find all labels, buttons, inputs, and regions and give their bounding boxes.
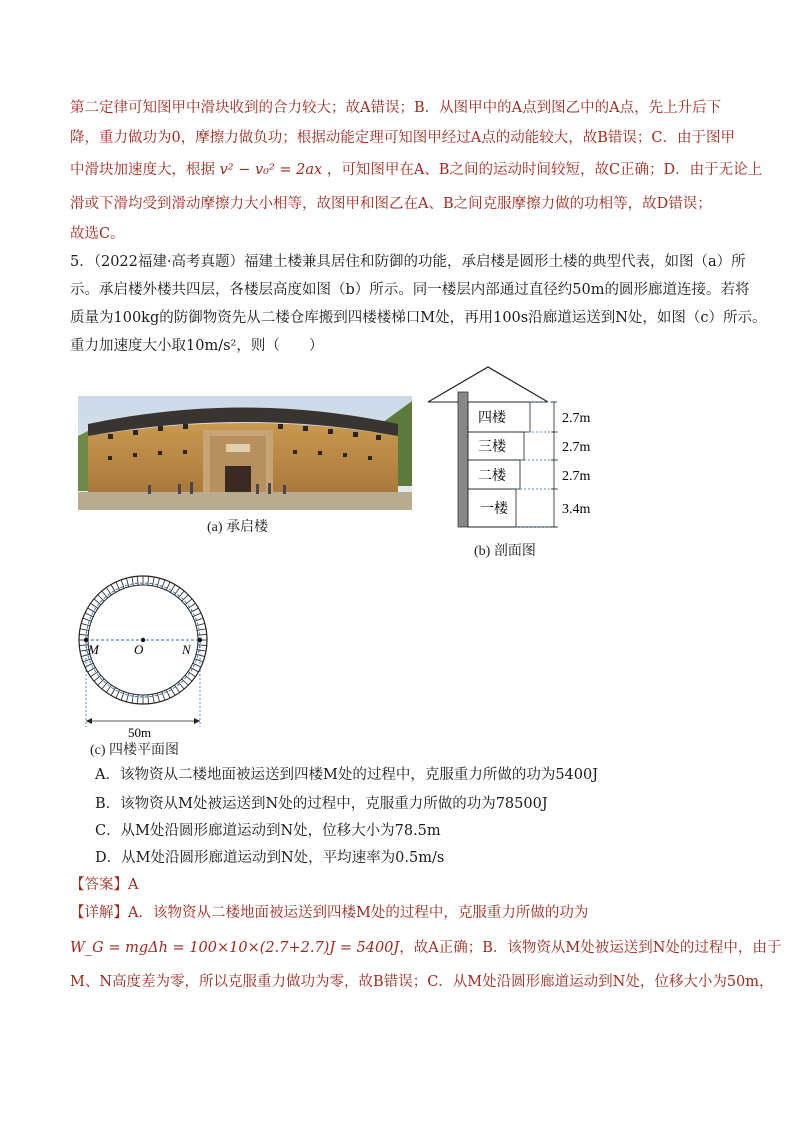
figure-a-caption: (a) 承启楼 bbox=[207, 520, 269, 535]
option-c: C．从M处沿圆形廊道运动到N处，位移大小为78.5m bbox=[95, 823, 441, 839]
figure-b-caption: (b) 剖面图 bbox=[474, 544, 536, 559]
ring-tick bbox=[182, 595, 188, 601]
prev-answer-line-3-part-2: ，可知图甲在A、B之间的运动时间较短，故C正确；D．由于无论上 bbox=[326, 162, 763, 178]
point-n-label: N bbox=[182, 642, 191, 657]
ring-tick bbox=[153, 577, 155, 586]
answer-line: 【答案】A bbox=[70, 877, 139, 893]
explanation-line-2-tail: ，故A正确；B．该物资从M处被运送到N处的过程中，由于 bbox=[399, 940, 782, 956]
prev-answer-line-3-part-1: 中滑块加速度大，根据 bbox=[70, 162, 215, 178]
height-label-1: 3.4m bbox=[562, 502, 591, 517]
figure-c-caption: (c) 四楼平面图 bbox=[90, 743, 180, 758]
floor-plan-diagram bbox=[70, 572, 220, 742]
ring-tick bbox=[171, 585, 176, 593]
ring-tick bbox=[102, 682, 108, 689]
height-label-3: 2.7m bbox=[562, 440, 591, 455]
ring-tick bbox=[198, 645, 207, 646]
cross-section-diagram bbox=[420, 362, 620, 562]
ring-tick bbox=[94, 675, 101, 681]
ring-tick bbox=[98, 679, 104, 685]
question-line-3: 质量为100kg的防御物资先从二楼仓库搬到四楼楼梯口M处，再用100s沿廊道运送到N处，如图（c）所示。 bbox=[70, 310, 767, 326]
ring-tick bbox=[80, 629, 89, 631]
ring-tick bbox=[102, 591, 108, 598]
ring-tick bbox=[148, 576, 149, 585]
question-line-4: 重力加速度大小取10m/s²，则（ ） bbox=[70, 338, 324, 354]
explanation-line-2 bbox=[70, 938, 781, 958]
ring-tick bbox=[185, 599, 192, 605]
ring-tick bbox=[88, 608, 96, 613]
question-line-2: 示。承启楼外楼共四层，各楼层高度如图（b）所示。同一楼层内部通过直径约50m的圆形廊道连接。若将 bbox=[70, 282, 750, 298]
prev-answer-line-3 bbox=[70, 160, 762, 180]
ring-tick bbox=[153, 694, 155, 703]
ring-tick bbox=[137, 695, 138, 704]
option-b: B．该物资从M处被运送到N处的过程中，克服重力所做的功为78500J bbox=[95, 796, 548, 812]
kinematic-formula: v² − v₀² = 2ax bbox=[219, 162, 323, 178]
ring-tick bbox=[79, 645, 88, 646]
ring-tick bbox=[166, 582, 170, 590]
ring-tick bbox=[166, 690, 170, 698]
option-a: A．该物资从二楼地面被运送到四楼M处的过程中，克服重力所做的功为5400J bbox=[95, 767, 599, 783]
tulou-photo bbox=[78, 396, 412, 510]
floor-label-3: 三楼 bbox=[478, 440, 506, 455]
height-label-2: 2.7m bbox=[562, 469, 591, 484]
height-label-4: 2.7m bbox=[562, 411, 591, 426]
ring-tick bbox=[198, 634, 207, 635]
prev-answer-line-4: 滑或下滑均受到滑动摩擦力大小相等，故图甲和图乙在A、B之间克服摩擦力做的功相等，故D错误； bbox=[70, 196, 712, 212]
floor-label-1: 一楼 bbox=[480, 502, 508, 517]
ring-tick bbox=[157, 578, 159, 587]
ring-tick bbox=[175, 685, 180, 692]
floor-label-2: 二楼 bbox=[478, 469, 506, 484]
prev-answer-line-5: 故选C。 bbox=[70, 226, 125, 242]
question-line-1: 5．（2022福建·高考真题）福建土楼兼具居住和防御的功能，承启楼是圆形土楼的典型代表，如图（a）所 bbox=[70, 254, 746, 270]
point-o-label: O bbox=[134, 642, 144, 657]
explanation-line-3: M、N高度差为零，所以克服重力做功为零，故B错误；C．从M处沿圆形廊道运动到N处，位移大小为50m， bbox=[70, 974, 774, 990]
ring-tick bbox=[175, 588, 180, 595]
work-formula: W_G = mgΔh = 100×10×(2.7+2.7)J = 5400J bbox=[70, 940, 400, 956]
ring-tick bbox=[148, 695, 149, 704]
prev-answer-line-1: 第二定律可知图甲中滑块收到的合力较大；故A错误；B．从图甲中的A点到图乙中的A点，先上升后下 bbox=[70, 100, 722, 116]
ring-tick bbox=[171, 688, 176, 696]
ring-tick bbox=[94, 599, 101, 605]
ring-tick bbox=[98, 595, 104, 601]
point-m-label: M bbox=[88, 642, 99, 657]
prev-answer-line-2: 降，重力做功为0，摩擦力做负功；根据动能定理可知图甲经过A点的动能较大，故B错误；C．由于图甲 bbox=[70, 130, 735, 146]
ring-tick bbox=[182, 679, 188, 685]
floor-label-4: 四楼 bbox=[478, 411, 506, 426]
ring-tick bbox=[178, 682, 184, 689]
ring-tick bbox=[185, 675, 192, 681]
ring-tick bbox=[137, 576, 138, 585]
explanation-line-1: 【详解】A．该物资从二楼地面被运送到四楼M处的过程中，克服重力所做的功为 bbox=[70, 905, 589, 921]
ring-tick bbox=[178, 591, 184, 598]
option-d: D．从M处沿圆形廊道运动到N处，平均速率为0.5m/s bbox=[95, 850, 445, 866]
ring-tick bbox=[79, 634, 88, 635]
diameter-label: 50m bbox=[128, 725, 152, 740]
ring-tick bbox=[85, 613, 93, 617]
